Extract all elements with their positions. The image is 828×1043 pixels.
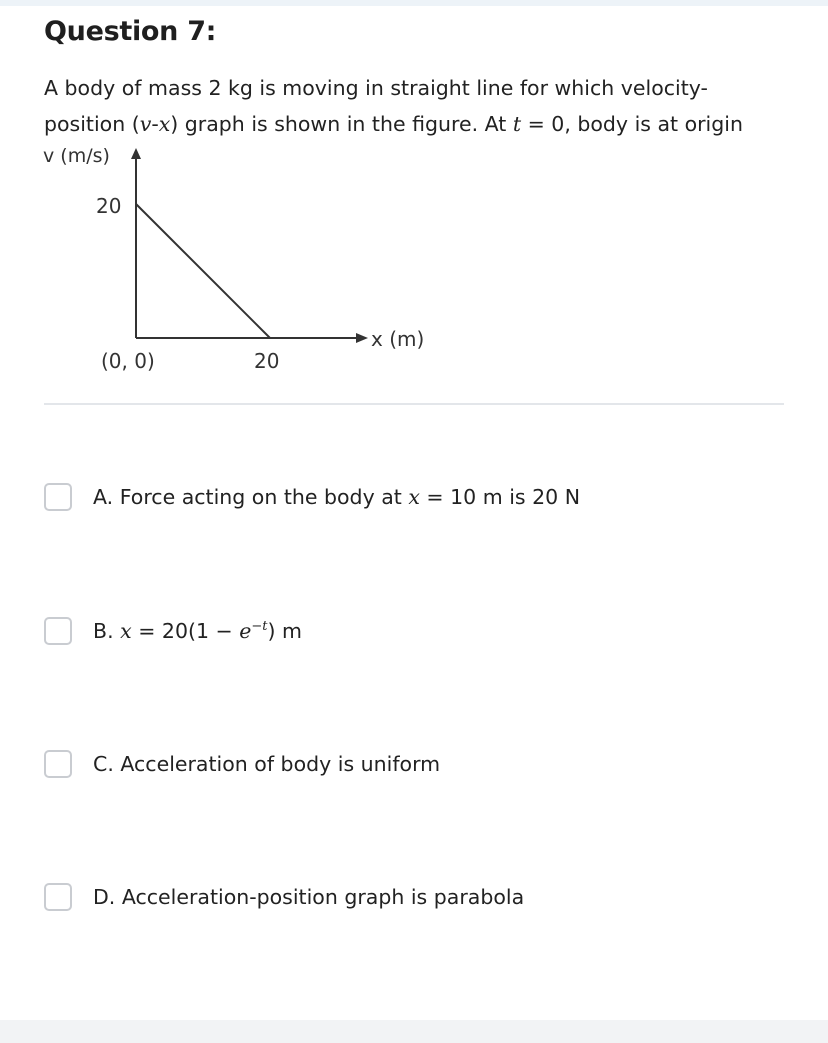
top-strip — [0, 0, 828, 6]
option-b-text[interactable] — [93, 619, 302, 643]
origin-label: (0, 0) — [101, 349, 155, 373]
x-tick-label: 20 — [254, 349, 280, 373]
question-text-part: = 0, body is at origin — [521, 112, 743, 136]
option-c-text[interactable] — [93, 752, 440, 776]
option-var-x: x — [408, 485, 420, 509]
question-line-2 — [44, 106, 804, 142]
option-letter: B. — [93, 619, 114, 643]
y-tick-label: 20 — [96, 194, 122, 218]
option-text-part: = 10 m is 20 N — [419, 485, 581, 509]
question-var-x: x — [158, 112, 171, 136]
question-text-part: - — [151, 112, 159, 136]
question-text — [44, 70, 804, 142]
option-c-checkbox[interactable] — [44, 750, 72, 778]
option-letter: C. — [93, 752, 114, 776]
option-a-text[interactable] — [93, 485, 580, 509]
option-b-checkbox[interactable] — [44, 617, 72, 645]
velocity-position-graph — [40, 140, 460, 380]
option-d-text[interactable] — [93, 885, 524, 909]
option-a[interactable] — [44, 480, 580, 514]
y-axis-arrow — [131, 148, 141, 159]
bottom-strip — [0, 1020, 828, 1043]
option-b[interactable] — [44, 614, 302, 648]
option-text-part: = 20(1 − — [131, 619, 240, 643]
option-text-part: Acceleration-position graph is parabola — [121, 885, 525, 909]
option-var-x: x — [120, 619, 132, 643]
divider — [44, 403, 784, 405]
option-c[interactable] — [44, 747, 440, 781]
question-title: Question 7: — [44, 16, 217, 47]
question-var-v: v — [139, 112, 152, 136]
x-axis-arrow — [356, 333, 368, 343]
question-var-t: t — [512, 112, 522, 136]
option-a-checkbox[interactable] — [44, 483, 72, 511]
option-text-part: Force acting on the body at — [119, 485, 409, 509]
question-line-1: A body of mass 2 kg is moving in straight line for which velocity- — [44, 76, 708, 100]
option-d[interactable] — [44, 880, 524, 914]
option-letter: D. — [93, 885, 116, 909]
option-d-checkbox[interactable] — [44, 883, 72, 911]
option-exponent: −t — [251, 619, 268, 635]
option-var-e: e — [239, 619, 252, 643]
question-text-part: position ( — [44, 112, 140, 136]
y-axis-label: v (m/s) — [43, 145, 110, 167]
series-line — [136, 204, 270, 338]
option-letter: A. — [93, 485, 114, 509]
option-text-part: Acceleration of body is uniform — [120, 752, 441, 776]
x-axis-label: x (m) — [371, 327, 425, 351]
question-text-part: ) graph is shown in the figure. At — [170, 112, 513, 136]
option-text-part: ) m — [267, 619, 302, 643]
